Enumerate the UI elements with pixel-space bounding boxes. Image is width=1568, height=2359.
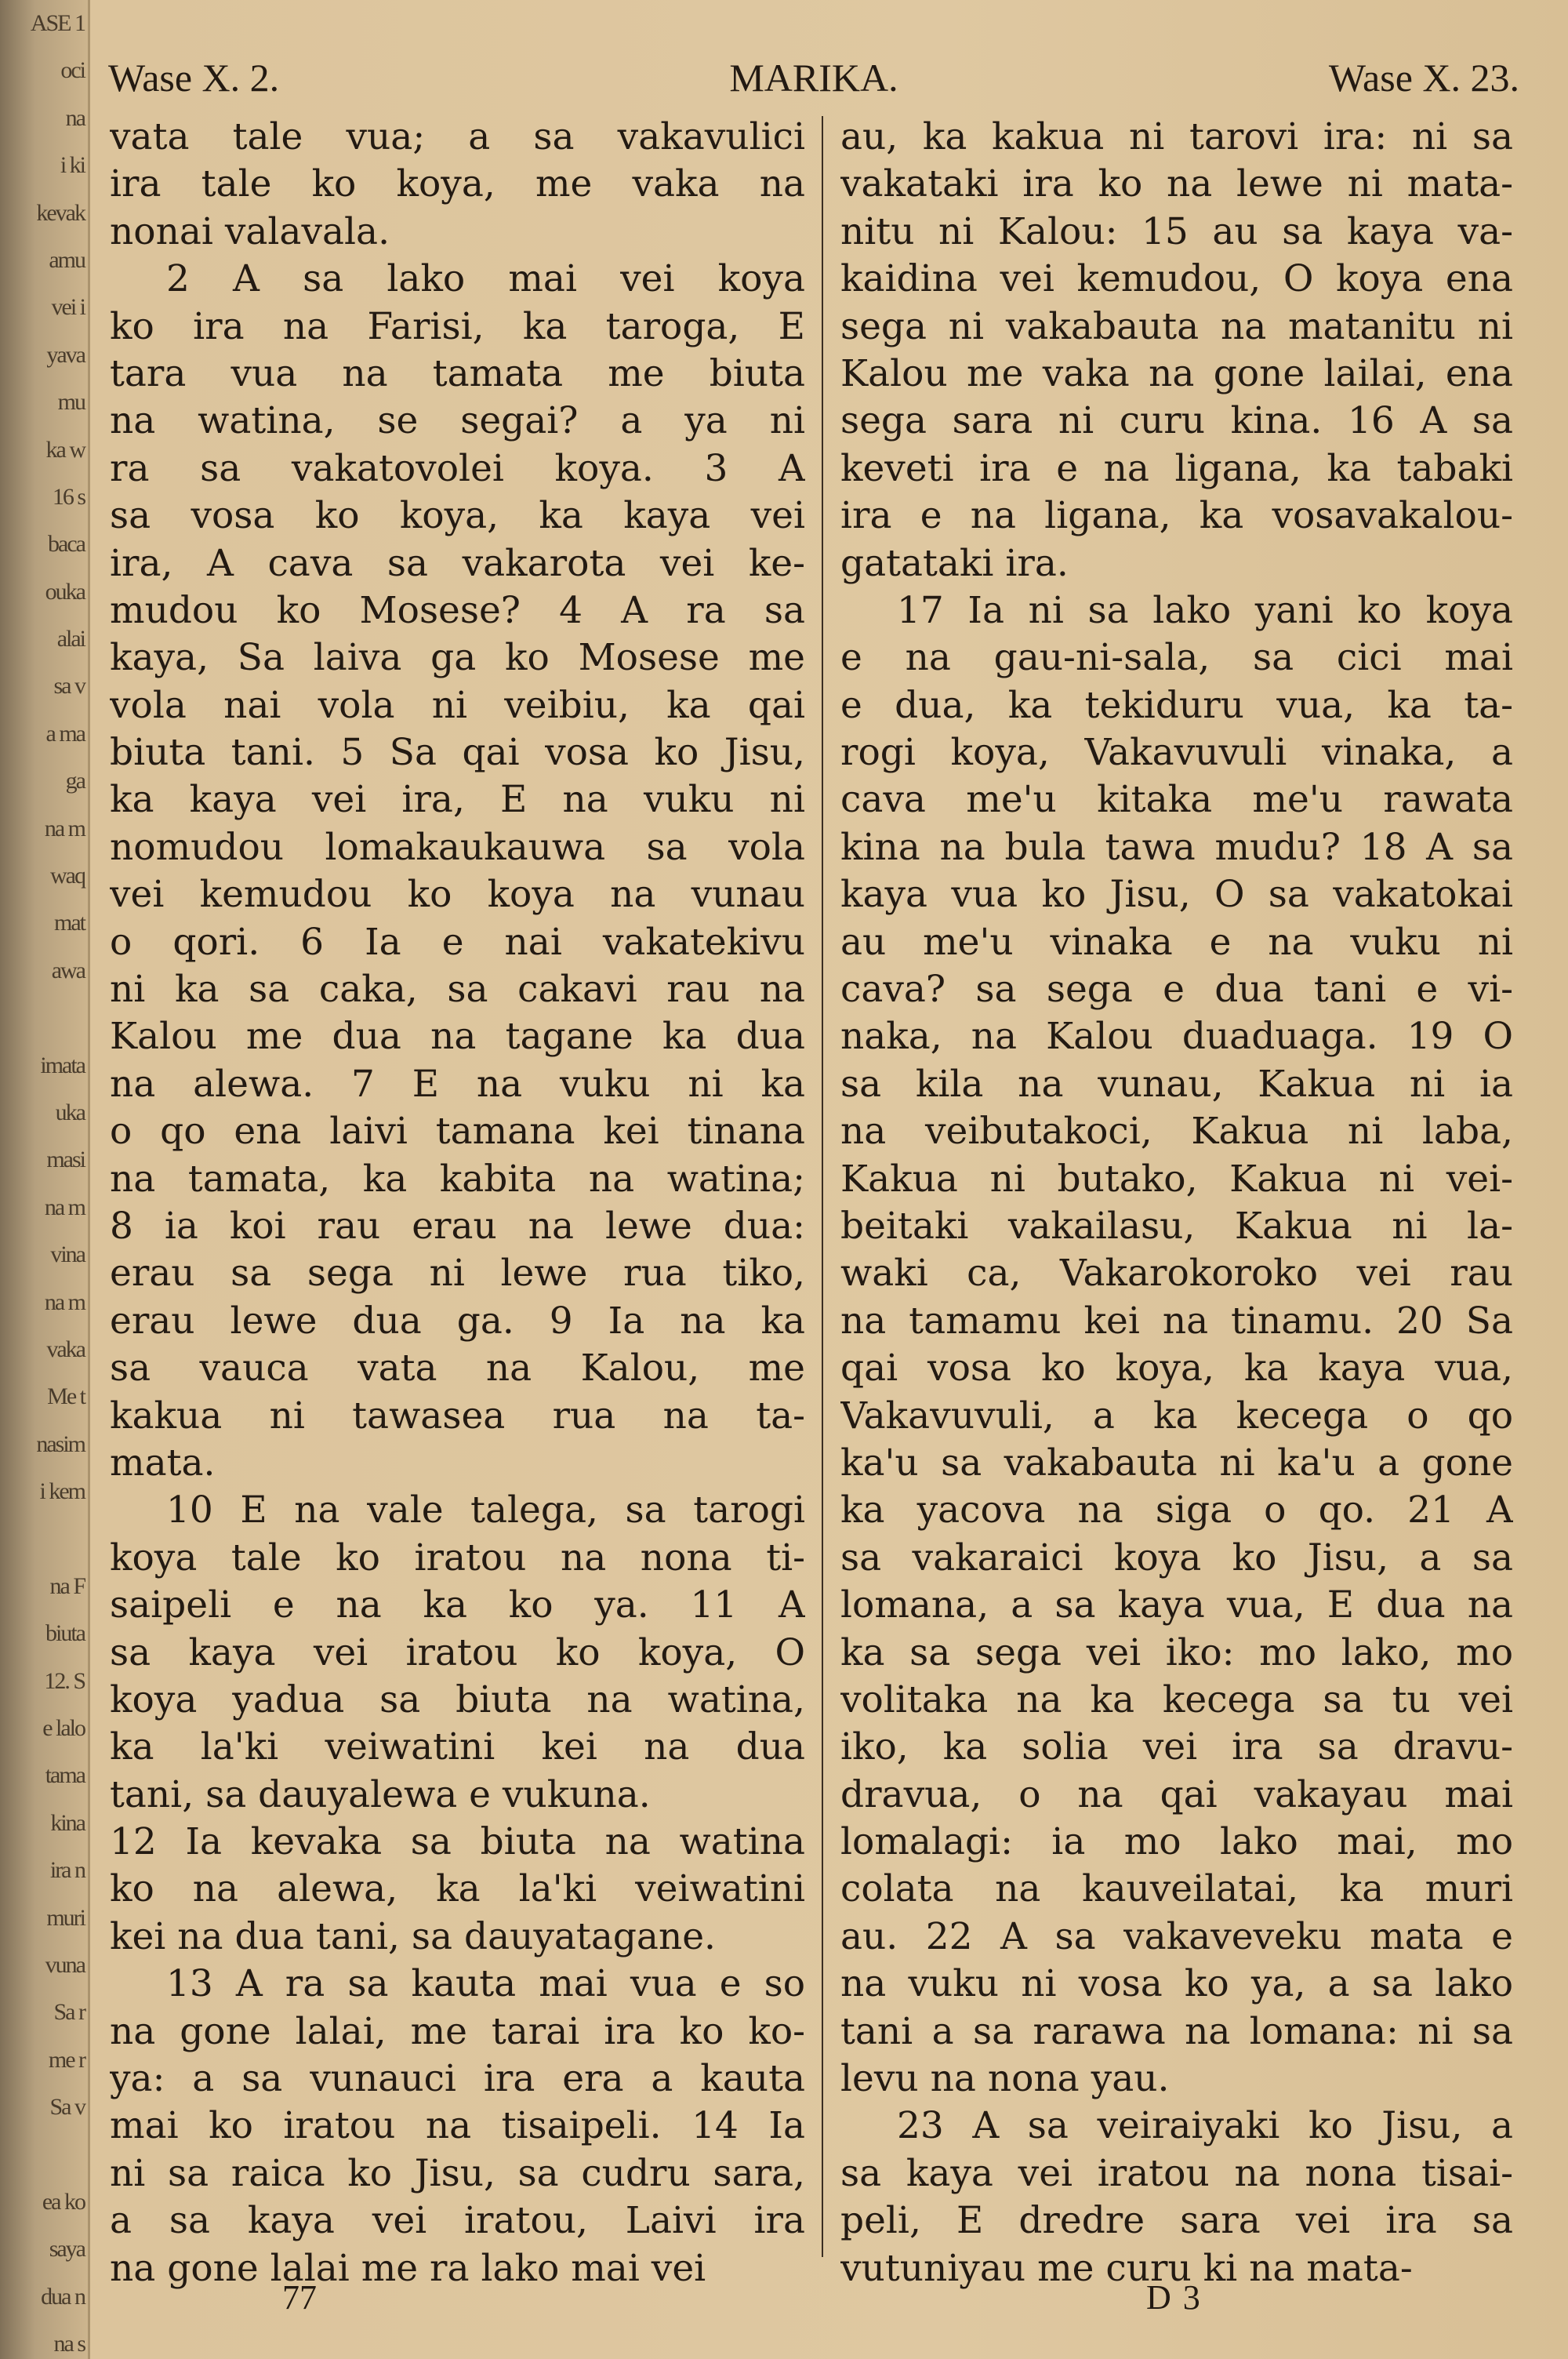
text-line: 12 Ia kevaka sa biuta na watina: [110, 1820, 805, 1864]
bleed-fragment: muri: [46, 1904, 85, 1931]
text-line: sega sara ni curu kina. 16 A sa: [840, 399, 1513, 443]
text-line: ko na alewa, ka la'ki veiwatini: [110, 1867, 805, 1911]
text-line: kaya vua ko Jisu, O sa vakatokai: [840, 873, 1513, 917]
text-line: na veibutakoci, Kakua ni laba,: [840, 1110, 1513, 1154]
bleed-fragment: ga: [65, 768, 85, 794]
text-line: Kalou me dua na tagane ka dua: [110, 1015, 805, 1059]
text-line: e na gau-ni-sala, sa cici mai: [840, 636, 1513, 680]
text-line: cava me'u kitaka me'u rawata: [840, 778, 1513, 822]
text-line: sega ni vakabauta na matanitu ni: [840, 304, 1513, 348]
text-line: erau sa sega ni lewe rua tiko,: [110, 1252, 805, 1296]
bleed-fragment: na m: [44, 1289, 85, 1315]
text-line: nomudou lomakaukauwa sa vola: [110, 825, 805, 869]
text-line: a sa kaya vei iratou, Laivi ira: [110, 2199, 805, 2243]
text-line: ni ka sa caka, sa cakavi rau na: [110, 968, 805, 1012]
text-line: kaya, Sa laiva ga ko Mosese me: [110, 636, 805, 680]
text-line: lomana, a sa kaya vua, E dua na: [840, 1583, 1513, 1627]
text-line: na watina, se segai? a ya ni: [110, 399, 805, 443]
header-right: Wase X. 23.: [1328, 56, 1519, 100]
bleed-fragment: ira n: [49, 1857, 85, 1884]
bleed-fragment: [0, 1516, 88, 1563]
text-line: iko, ka solia vei ira sa dravu-: [840, 1725, 1513, 1769]
text-line: o qori. 6 Ia e nai vakatekivu: [110, 920, 805, 964]
bleed-fragment: mat: [54, 910, 85, 936]
bleed-fragment: na m: [44, 1194, 85, 1220]
text-line: waki ca, Vakarokoroko vei rau: [840, 1252, 1513, 1296]
text-line: biuta tani. 5 Sa qai vosa ko Jisu,: [110, 731, 805, 775]
text-line: tani a sa rarawa na lomana: ni sa: [840, 2009, 1513, 2053]
text-line: mudou ko Mosese? 4 A ra sa: [110, 588, 805, 632]
bleed-fragment: yava: [46, 341, 85, 368]
bleed-fragment: uka: [55, 1099, 85, 1125]
bleed-fragment: vei i: [51, 294, 85, 321]
left-column: [110, 114, 805, 2290]
text-line: au me'u vinaka e na vuku ni: [840, 920, 1513, 964]
bleed-fragment: na m: [44, 815, 85, 841]
bleed-fragment: 12. S: [44, 1667, 85, 1694]
text-line: ira, A cava sa vakarota vei ke-: [110, 541, 805, 585]
bleed-fragment: i ki: [60, 152, 85, 179]
bleed-fragment: vaka: [46, 1336, 85, 1362]
bleed-fragment: oci: [60, 57, 85, 84]
bleed-fragment: kina: [50, 1809, 85, 1836]
text-line: ya: a sa vunauci ira era a kauta: [110, 2057, 805, 2101]
bleed-fragment: e lalo: [42, 1715, 85, 1742]
text-line: ka sa sega vei iko: mo lako, mo: [840, 1630, 1513, 1674]
text-line: au. 22 A sa vakaveveku mata e: [840, 1914, 1513, 1958]
text-line: o qo ena laivi tamana kei tinana: [110, 1110, 805, 1154]
bleed-fragment: na: [65, 104, 85, 131]
left-page-bleed: [0, 0, 90, 2359]
text-line: ira tale ko koya, me vaka na: [110, 162, 805, 206]
bleed-fragment: mu: [57, 389, 85, 416]
text-line: vata tale vua; a sa vakavulici: [110, 115, 805, 158]
text-line: ra sa vakatovolei koya. 3 A: [110, 446, 805, 490]
bleed-fragment: ouka: [45, 578, 85, 605]
text-line: sa vakaraici koya ko Jisu, a sa: [840, 1536, 1513, 1579]
text-line: kakua ni tawasea rua na ta-: [110, 1394, 805, 1438]
bleed-fragment: ea ko: [42, 2188, 85, 2215]
running-header: [108, 50, 1519, 105]
text-line: cava? sa sega e dua tani e vi-: [840, 968, 1513, 1012]
text-line: 10 E na vale talega, sa tarogi: [166, 1488, 805, 1532]
text-line: nitu ni Kalou: 15 au sa kaya va-: [840, 209, 1513, 253]
bleed-fragment: sa v: [53, 673, 85, 700]
text-line: gatataki ira.: [840, 541, 1069, 585]
text-line: koya yadua sa biuta na watina,: [110, 1677, 805, 1721]
right-column: [840, 114, 1513, 2290]
bleed-fragment: me r: [48, 2046, 85, 2073]
bleed-fragment: tama: [45, 1762, 85, 1789]
text-line: na tamata, ka kabita na watina;: [110, 1157, 805, 1201]
text-line: na alewa. 7 E na vuku ni ka: [110, 1062, 805, 1106]
text-line: keveti ira e na ligana, ka tabaki: [840, 446, 1513, 490]
text-line: ka kaya vei ira, E na vuku ni: [110, 778, 805, 822]
text-line: tani, sa dauyalewa e vukuna.: [110, 1772, 651, 1816]
bleed-fragment: ASE 1: [30, 10, 85, 36]
text-line: e dua, ka tekiduru vua, ka ta-: [840, 683, 1513, 727]
bleed-fragment: baca: [48, 531, 85, 558]
text-line: mai ko iratou na tisaipeli. 14 Ia: [110, 2104, 805, 2148]
bleed-fragment: biuta: [45, 1620, 85, 1647]
text-line: sa vosa ko koya, ka kaya vei: [110, 494, 805, 538]
text-line: Vakavuvuli, a ka kecega o qo: [840, 1394, 1513, 1438]
text-line: nonai valavala.: [110, 209, 390, 253]
bleed-fragment: vina: [50, 1241, 85, 1268]
text-line: na vuku ni vosa ko ya, a sa lako: [840, 1962, 1513, 2006]
text-line: colata na kauveilatai, ka muri: [840, 1867, 1513, 1911]
text-line: vola nai vola ni veibiu, ka qai: [110, 683, 805, 727]
bleed-fragment: kevak: [36, 199, 85, 226]
text-line: sa kila na vunau, Kakua ni ia: [840, 1062, 1513, 1106]
bleed-fragment: masi: [46, 1147, 85, 1173]
text-line: kaidina vei kemudou, O koya ena: [840, 257, 1513, 301]
text-line: ko ira na Farisi, ka taroga, E: [110, 304, 805, 348]
text-line: qai vosa ko koya, ka kaya vua,: [840, 1347, 1513, 1390]
bleed-fragment: dua n: [41, 2283, 85, 2310]
text-line: koya tale ko iratou na nona ti-: [110, 1536, 805, 1579]
text-line: saipeli e na ka ko ya. 11 A: [110, 1583, 805, 1627]
bleed-fragment: vuna: [45, 1952, 85, 1979]
signature-mark: D 3: [1146, 2278, 1202, 2317]
bleed-fragment: Sa v: [49, 2094, 85, 2121]
text-line: 17 Ia ni sa lako yani ko koya: [897, 588, 1513, 632]
text-line: Kalou me vaka na gone lailai, ena: [840, 351, 1513, 395]
text-line: lomalagi: ia mo lako mai, mo: [840, 1820, 1513, 1864]
text-line: naka, na Kalou duaduaga. 19 O: [840, 1015, 1513, 1059]
bleed-fragment: Sa r: [53, 1999, 85, 2026]
text-line: na gone lalai, me tarai ira ko ko-: [110, 2009, 805, 2053]
text-line: 23 A sa veiraiyaki ko Jisu, a: [897, 2104, 1513, 2148]
text-line: volitaka na ka kecega sa tu vei: [840, 1677, 1513, 1721]
header-title: MARIKA.: [729, 56, 898, 100]
text-line: au, ka kakua ni tarovi ira: ni sa: [840, 115, 1513, 158]
bleed-fragment: na s: [53, 2331, 85, 2357]
text-line: na gone lalai me ra lako mai vei: [110, 2246, 706, 2290]
bleed-fragment: waq: [50, 863, 85, 889]
bleed-fragment: awa: [51, 957, 85, 983]
text-line: sa vauca vata na Kalou, me: [110, 1347, 805, 1390]
text-line: 13 A ra sa kauta mai vua e so: [166, 1962, 805, 2006]
text-line: erau lewe dua ga. 9 Ia na ka: [110, 1299, 805, 1343]
text-line: kei na dua tani, sa dauyatagane.: [110, 1914, 716, 1958]
bleed-fragment: saya: [49, 2236, 85, 2263]
header-left: Wase X. 2.: [108, 56, 280, 100]
text-line: vakataki ira ko na lewe ni mata-: [840, 162, 1513, 206]
text-line: na tamamu kei na tinamu. 20 Sa: [840, 1299, 1513, 1343]
bleed-fragment: i kem: [39, 1478, 85, 1505]
column-divider: [822, 116, 823, 2257]
text-line: rogi koya, Vakavuvuli vinaka, a: [840, 731, 1513, 775]
bleed-fragment: [0, 2132, 88, 2179]
text-line: kina na bula tawa mudu? 18 A sa: [840, 825, 1513, 869]
text-line: beitaki vakailasu, Kakua ni la-: [840, 1204, 1513, 1248]
text-line: sa kaya vei iratou ko koya, O: [110, 1630, 805, 1674]
bleed-fragment: amu: [49, 246, 85, 273]
bleed-fragment: ka w: [45, 436, 85, 463]
text-line: mata.: [110, 1441, 216, 1485]
text-line: sa kaya vei iratou na nona tisai-: [840, 2151, 1513, 2195]
bleed-fragment: Me t: [47, 1383, 85, 1410]
bleed-fragment: a ma: [45, 720, 85, 747]
text-line: vutuniyau me curu ki na mata-: [840, 2246, 1413, 2290]
text-line: ni sa raica ko Jisu, sa cudru sara,: [110, 2151, 805, 2195]
text-line: 2 A sa lako mai vei koya: [166, 257, 805, 301]
text-line: Kakua ni butako, Kakua ni vei-: [840, 1157, 1513, 1201]
text-line: 8 ia koi rau erau na lewe dua:: [110, 1204, 805, 1248]
bleed-fragment: 16 s: [52, 483, 85, 510]
text-line: ka'u sa vakabauta ni ka'u a gone: [840, 1441, 1513, 1485]
bleed-fragment: nasim: [36, 1430, 85, 1457]
bleed-fragment: [0, 994, 88, 1041]
text-line: levu na nona yau.: [840, 2057, 1170, 2101]
page-number: 77: [282, 2278, 317, 2317]
text-line: tara vua na tamata me biuta: [110, 351, 805, 395]
text-line: ira e na ligana, ka vosavakalou-: [840, 494, 1513, 538]
text-line: vei kemudou ko koya na vunau: [110, 873, 805, 917]
bleed-fragment: na F: [49, 1572, 85, 1599]
text-line: dravua, o na qai vakayau mai: [840, 1772, 1513, 1816]
text-line: ka yacova na siga o qo. 21 A: [840, 1488, 1513, 1532]
bleed-fragment: alai: [56, 626, 85, 652]
text-line: peli, E dredre sara vei ira sa: [840, 2199, 1513, 2243]
bleed-fragment: imata: [40, 1052, 85, 1078]
text-line: ka la'ki veiwatini kei na dua: [110, 1725, 805, 1769]
